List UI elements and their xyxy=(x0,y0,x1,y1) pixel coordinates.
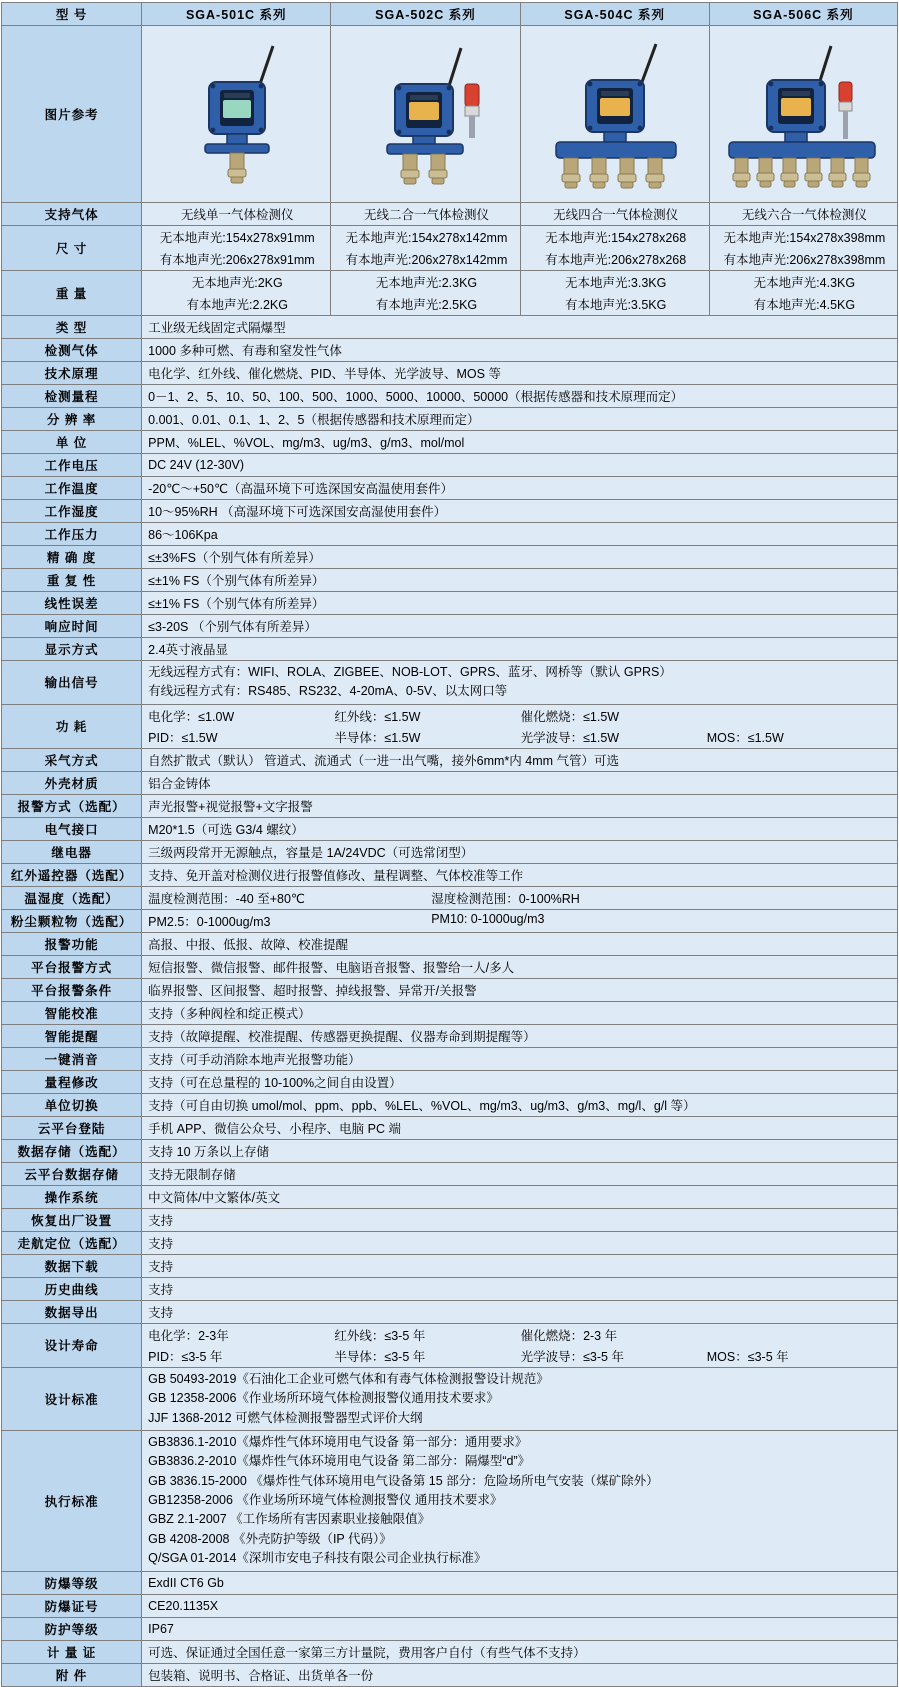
row-value-voltage: DC 24V (12-30V) xyxy=(142,454,898,477)
table-row-platform-alarm-mode xyxy=(2,955,898,978)
device-illustration-4 xyxy=(530,26,700,202)
table-row-metrology-cert xyxy=(2,1640,898,1663)
temp-range: 温度检测范围：-40 至+80℃ xyxy=(148,891,305,906)
size-502c-line1: 无本地声光:154x278x142mm xyxy=(345,231,508,245)
row-value-work-pressure: 86～106Kpa xyxy=(142,523,898,546)
table-row-display xyxy=(2,638,898,661)
table-row-power xyxy=(2,704,898,748)
row-label-linearity: 线性误差 xyxy=(2,592,142,615)
power-electrochemical: 电化学：≤1.0W xyxy=(148,709,235,724)
row-value-repeatability: ≤±1% FS（个别气体有所差异） xyxy=(142,569,898,592)
row-label-resolution: 分 辨 率 xyxy=(2,408,142,431)
table-row-history-curve xyxy=(2,1277,898,1300)
power-semiconductor: 半导体：≤1.5W xyxy=(334,730,421,745)
weight-502c-line2: 有本地声光:2.5KG xyxy=(375,298,478,312)
weight-501c-line1: 无本地声光:2KG xyxy=(191,276,283,290)
row-label-model: 型 号 xyxy=(2,3,142,26)
life-semiconductor: 半导体：≤3-5 年 xyxy=(334,1349,426,1364)
row-value-housing: 铝合金铸体 xyxy=(142,771,898,794)
row-label-display: 显示方式 xyxy=(2,638,142,661)
row-value-unit-switch: 支持（可自由切换 umol/mol、ppm、ppb、%LEL、%VOL、mg/m3、ug/m3、g/m3、mg/l、g/l 等） xyxy=(142,1093,898,1116)
table-row-design-life xyxy=(2,1323,898,1367)
table-row-ex-cert xyxy=(2,1594,898,1617)
power-row-2 xyxy=(148,728,893,746)
row-label-design-standard: 设计标准 xyxy=(2,1367,142,1430)
row-label-ex-cert: 防爆证号 xyxy=(2,1594,142,1617)
table-row-linearity xyxy=(2,592,898,615)
table-row-cloud-storage xyxy=(2,1162,898,1185)
row-value-sampling: 自然扩散式（默认） 管道式、流通式（一进一出气嘴，接外6mm*内 4mm 气管）可选 xyxy=(142,748,898,771)
table-row-temp-humidity-option xyxy=(2,886,898,909)
weight-506c-line1: 无本地声光:4.3KG xyxy=(753,276,856,290)
row-label-alarm-mode: 报警方式（选配） xyxy=(2,794,142,817)
row-label-work-temp: 工作温度 xyxy=(2,477,142,500)
row-value-cloud-login: 手机 APP、微信公众号、小程序、电脑 PC 端 xyxy=(142,1116,898,1139)
table-row-ir-remote xyxy=(2,863,898,886)
row-label-gas-support: 支持气体 xyxy=(2,203,142,226)
row-value-cloud-storage: 支持无限制存储 xyxy=(142,1162,898,1185)
row-value-output-signal xyxy=(142,661,898,705)
sga-501c-device xyxy=(142,26,330,202)
row-value-electrical-interface: M20*1.5（可选 G3/4 螺纹） xyxy=(142,817,898,840)
row-value-mobile-positioning: 支持 xyxy=(142,1231,898,1254)
row-label-platform-alarm-mode: 平台报警方式 xyxy=(2,955,142,978)
row-label-history-curve: 历史曲线 xyxy=(2,1277,142,1300)
output-line-2: 有线远程方式有：RS485、RS232、4-20mA、0-5V、以太网口等 xyxy=(148,684,508,699)
row-label-accessories: 附 件 xyxy=(2,1663,142,1686)
row-label-detect-gas: 检测气体 xyxy=(2,339,142,362)
row-label-repeatability: 重 复 性 xyxy=(2,569,142,592)
table-row-range xyxy=(2,385,898,408)
table-row-data-download xyxy=(2,1254,898,1277)
row-label-type: 类 型 xyxy=(2,316,142,339)
row-label-ex-grade: 防爆等级 xyxy=(2,1571,142,1594)
table-row-range-modify xyxy=(2,1070,898,1093)
size-502c xyxy=(331,226,520,271)
life-row-2 xyxy=(148,1347,893,1365)
life-electrochemical: 电化学：2-3年 xyxy=(148,1328,229,1343)
row-value-resolution: 0.001、0.01、0.1、1、2、5（根据传感器和技术原理而定） xyxy=(142,408,898,431)
life-pid: PID：≤3-5 年 xyxy=(148,1349,223,1364)
row-value-work-humidity: 10～95%RH （高湿环境下可选深国安高湿使用套件） xyxy=(142,500,898,523)
table-row-unit xyxy=(2,431,898,454)
table-row-detect-gas xyxy=(2,339,898,362)
row-value-response-time: ≤3-20S （个别气体有所差异） xyxy=(142,615,898,638)
table-row-alarm-function xyxy=(2,932,898,955)
row-label-work-pressure: 工作压力 xyxy=(2,523,142,546)
row-label-unit-switch: 单位切换 xyxy=(2,1093,142,1116)
table-row-repeatability xyxy=(2,569,898,592)
row-label-one-key-mute: 一键消音 xyxy=(2,1047,142,1070)
row-label-data-export: 数据导出 xyxy=(2,1300,142,1323)
row-value-design-life xyxy=(142,1323,898,1367)
table-row-dust-option xyxy=(2,909,898,932)
table-row-work-humidity xyxy=(2,500,898,523)
row-value-data-storage: 支持 10 万条以上存储 xyxy=(142,1139,898,1162)
row-label-os: 操作系统 xyxy=(2,1185,142,1208)
row-label-principle: 技术原理 xyxy=(2,362,142,385)
exec-standard-line-7: Q/SGA 01-2014《深圳市安电子科技有限公司企业执行标准》 xyxy=(148,1551,487,1566)
row-value-relay: 三级两段常开无源触点，容量是 1A/24VDC（可选常闭型） xyxy=(142,840,898,863)
size-501c xyxy=(142,226,331,271)
design-standard-line-1: GB 50493-2019《石油化工企业可燃气体和有毒气体检测报警设计规范》 xyxy=(148,1371,549,1386)
row-label-accuracy: 精 确 度 xyxy=(2,546,142,569)
row-value-ex-cert: CE20.1135X xyxy=(142,1594,898,1617)
row-value-os: 中文简体/中文繁体/英文 xyxy=(142,1185,898,1208)
model-header-502c: SGA-502C 系列 xyxy=(331,3,520,26)
pm25-range: PM2.5：0-1000ug/m3 xyxy=(148,914,271,929)
device-image-502c xyxy=(331,26,520,203)
row-value-ir-remote: 支持、免开盖对检测仪进行报警值修改、量程调整、气体校准等工作 xyxy=(142,863,898,886)
device-illustration-1 xyxy=(161,26,311,202)
power-row-1 xyxy=(148,707,893,725)
row-label-factory-reset: 恢复出厂设置 xyxy=(2,1208,142,1231)
row-label-data-storage: 数据存储（选配） xyxy=(2,1139,142,1162)
design-standard-line-3: JJF 1368-2012 可燃气体检测报警器型式评价大纲 xyxy=(148,1410,423,1425)
row-label-size: 尺 寸 xyxy=(2,226,142,271)
row-value-ip-grade: IP67 xyxy=(142,1617,898,1640)
row-label-image: 图片参考 xyxy=(2,26,142,203)
row-label-output-signal: 输出信号 xyxy=(2,661,142,705)
model-header-504c: SGA-504C 系列 xyxy=(520,3,709,26)
design-standard-line-2: GB 12358-2006《作业场所环境气体检测报警仪通用技术要求》 xyxy=(148,1391,499,1406)
power-optical: 光学波导：≤1.5W xyxy=(520,730,620,745)
row-value-principle: 电化学、红外线、催化燃烧、PID、半导体、光学波导、MOS 等 xyxy=(142,362,898,385)
size-506c-line1: 无本地声光:154x278x398mm xyxy=(723,231,886,245)
beacon-lamp xyxy=(465,84,479,138)
row-value-dust-option xyxy=(142,909,898,932)
row-label-relay: 继电器 xyxy=(2,840,142,863)
device-illustration-6 xyxy=(713,26,893,202)
row-label-design-life: 设计寿命 xyxy=(2,1323,142,1367)
gas-support-506c: 无线六合一气体检测仪 xyxy=(709,203,897,226)
size-504c-line1: 无本地声光:154x278x268 xyxy=(545,231,687,245)
spec-sheet xyxy=(0,2,899,1687)
row-value-temp-humidity-option xyxy=(142,886,898,909)
table-row-weight xyxy=(2,271,898,316)
size-506c-line2: 有本地声光:206x278x398mm xyxy=(723,253,886,267)
sga-506c-device xyxy=(710,26,897,202)
row-value-alarm-mode: 声光报警+视觉报警+文字报警 xyxy=(142,794,898,817)
row-label-sampling: 采气方式 xyxy=(2,748,142,771)
row-label-data-download: 数据下载 xyxy=(2,1254,142,1277)
table-row-factory-reset xyxy=(2,1208,898,1231)
row-value-factory-reset: 支持 xyxy=(142,1208,898,1231)
table-row-accuracy xyxy=(2,546,898,569)
table-row-one-key-mute xyxy=(2,1047,898,1070)
row-label-response-time: 响应时间 xyxy=(2,615,142,638)
row-value-detect-gas: 1000 多种可燃、有毒和窒发性气体 xyxy=(142,339,898,362)
row-label-dust-option: 粉尘颗粒物（选配） xyxy=(2,909,142,932)
table-row-platform-alarm-condition xyxy=(2,978,898,1001)
sga-504c-device xyxy=(521,26,709,202)
row-label-platform-alarm-condition: 平台报警条件 xyxy=(2,978,142,1001)
row-label-weight: 重 量 xyxy=(2,271,142,316)
life-infrared: 红外线：≤3-5 年 xyxy=(334,1328,426,1343)
table-row-ip-grade xyxy=(2,1617,898,1640)
row-label-smart-reminder: 智能提醒 xyxy=(2,1024,142,1047)
life-mos: MOS：≤3-5 年 xyxy=(706,1349,789,1364)
row-value-smart-calibration: 支持（多种阀栓和绽正模式） xyxy=(142,1001,898,1024)
device-image-504c xyxy=(520,26,709,203)
row-label-ir-remote: 红外遥控器（选配） xyxy=(2,863,142,886)
row-label-unit: 单 位 xyxy=(2,431,142,454)
row-value-data-export: 支持 xyxy=(142,1300,898,1323)
table-row-gas-support xyxy=(2,203,898,226)
row-label-voltage: 工作电压 xyxy=(2,454,142,477)
gas-support-502c: 无线二合一气体检测仪 xyxy=(331,203,520,226)
table-row-unit-switch xyxy=(2,1093,898,1116)
model-header-506c: SGA-506C 系列 xyxy=(709,3,897,26)
row-value-alarm-function: 高报、中报、低报、故障、校准提醒 xyxy=(142,932,898,955)
row-label-housing: 外壳材质 xyxy=(2,771,142,794)
weight-502c-line1: 无本地声光:2.3KG xyxy=(375,276,478,290)
table-row-exec-standard xyxy=(2,1430,898,1571)
row-value-data-download: 支持 xyxy=(142,1254,898,1277)
exec-standard-line-6: GB 4208-2008 《外壳防护等级（IP 代码）》 xyxy=(148,1531,392,1546)
table-row-design-standard xyxy=(2,1367,898,1430)
power-mos: MOS：≤1.5W xyxy=(706,730,784,745)
row-label-cloud-login: 云平台登陆 xyxy=(2,1116,142,1139)
table-row-images xyxy=(2,26,898,203)
row-value-range: 0－1、2、5、10、50、100、500、1000、5000、10000、50000（根据传感器和技术原理而定） xyxy=(142,385,898,408)
row-label-electrical-interface: 电气接口 xyxy=(2,817,142,840)
row-value-range-modify: 支持（可在总量程的 10-100%之间自由设置） xyxy=(142,1070,898,1093)
weight-501c xyxy=(142,271,331,316)
life-catalytic: 催化燃烧：2-3 年 xyxy=(520,1328,618,1343)
weight-506c-line2: 有本地声光:4.5KG xyxy=(753,298,856,312)
weight-506c xyxy=(709,271,897,316)
size-501c-line2: 有本地声光:206x278x91mm xyxy=(159,253,315,267)
table-row-model xyxy=(2,3,898,26)
row-label-power: 功 耗 xyxy=(2,704,142,748)
row-value-type: 工业级无线固定式隔爆型 xyxy=(142,316,898,339)
size-502c-line2: 有本地声光:206x278x142mm xyxy=(345,253,508,267)
device-image-501c xyxy=(142,26,331,203)
row-value-work-temp: -20℃～+50℃（高温环境下可选深国安高温使用套件） xyxy=(142,477,898,500)
table-row-data-export xyxy=(2,1300,898,1323)
weight-504c xyxy=(520,271,709,316)
beacon-lamp xyxy=(839,82,852,139)
row-label-metrology-cert: 计 量 证 xyxy=(2,1640,142,1663)
row-value-linearity: ≤±1% FS（个别气体有所差异） xyxy=(142,592,898,615)
size-504c-line2: 有本地声光:206x278x268 xyxy=(545,253,687,267)
exec-standard-line-3: GB 3836.15-2000 《爆炸性气体环境用电气设备第 15 部分：危险场所电气安装（煤矿除外） xyxy=(148,1473,659,1488)
life-optical: 光学波导：≤3-5 年 xyxy=(520,1349,624,1364)
row-label-smart-calibration: 智能校准 xyxy=(2,1001,142,1024)
table-row-os xyxy=(2,1185,898,1208)
row-value-design-standard xyxy=(142,1367,898,1430)
row-label-mobile-positioning: 走航定位（选配） xyxy=(2,1231,142,1254)
life-row-1 xyxy=(148,1326,893,1344)
row-value-accessories: 包装箱、说明书、合格证、出货单各一份 xyxy=(142,1663,898,1686)
table-row-smart-calibration xyxy=(2,1001,898,1024)
row-value-accuracy: ≤±3%FS（个别气体有所差异） xyxy=(142,546,898,569)
table-row-voltage xyxy=(2,454,898,477)
row-label-cloud-storage: 云平台数据存储 xyxy=(2,1162,142,1185)
table-row-type xyxy=(2,316,898,339)
table-row-work-pressure xyxy=(2,523,898,546)
table-row-response-time xyxy=(2,615,898,638)
power-blank xyxy=(707,707,893,725)
output-line-1: 无线远程方式有：WIFI、ROLA、ZIGBEE、NOB-LOT、GPRS、蓝牙、网桥等（默认 GPRS） xyxy=(148,665,672,679)
life-blank xyxy=(707,1326,893,1344)
table-row-cloud-login xyxy=(2,1116,898,1139)
table-row-alarm-mode xyxy=(2,794,898,817)
table-row-accessories xyxy=(2,1663,898,1686)
weight-501c-line2: 有本地声光:2.2KG xyxy=(186,298,288,312)
device-image-506c xyxy=(709,26,897,203)
table-row-sampling xyxy=(2,748,898,771)
row-value-unit: PPM、%LEL、%VOL、mg/m3、ug/m3、g/m3、mol/mol xyxy=(142,431,898,454)
row-label-range: 检测量程 xyxy=(2,385,142,408)
row-value-power xyxy=(142,704,898,748)
table-row-output-signal xyxy=(2,661,898,705)
spec-table xyxy=(1,2,898,1687)
table-row-mobile-positioning xyxy=(2,1231,898,1254)
exec-standard-line-5: GBZ 2.1-2007 《工作场所有害因素职业接触限值》 xyxy=(148,1512,431,1527)
row-value-history-curve: 支持 xyxy=(142,1277,898,1300)
exec-standard-line-4: GB12358-2006 《作业场所环境气体检测报警仪 通用技术要求》 xyxy=(148,1493,503,1507)
exec-standard-line-1: GB3836.1-2010《爆炸性气体环境用电气设备 第一部分：通用要求》 xyxy=(148,1434,528,1449)
power-infrared: 红外线：≤1.5W xyxy=(334,709,421,724)
row-label-range-modify: 量程修改 xyxy=(2,1070,142,1093)
power-catalytic: 催化燃烧：≤1.5W xyxy=(520,709,620,724)
row-label-alarm-function: 报警功能 xyxy=(2,932,142,955)
row-label-work-humidity: 工作湿度 xyxy=(2,500,142,523)
table-row-principle xyxy=(2,362,898,385)
table-row-smart-reminder xyxy=(2,1024,898,1047)
table-row-size xyxy=(2,226,898,271)
gas-support-504c: 无线四合一气体检测仪 xyxy=(520,203,709,226)
table-row-work-temp xyxy=(2,477,898,500)
row-label-ip-grade: 防护等级 xyxy=(2,1617,142,1640)
humidity-range: 湿度检测范围：0-100%RH xyxy=(431,891,580,906)
gas-support-501c: 无线单一气体检测仪 xyxy=(142,203,331,226)
table-row-ex-grade xyxy=(2,1571,898,1594)
row-value-ex-grade: ExdII CT6 Gb xyxy=(142,1571,898,1594)
row-label-temp-humidity-option: 温湿度（选配） xyxy=(2,886,142,909)
power-pid: PID：≤1.5W xyxy=(148,730,218,745)
row-value-platform-alarm-mode: 短信报警、微信报警、邮件报警、电脑语音报警、报警给一人/多人 xyxy=(142,955,898,978)
pm10-range: PM10: 0-1000ug/m3 xyxy=(431,911,545,926)
row-value-exec-standard xyxy=(142,1430,898,1571)
row-value-one-key-mute: 支持（可手动消除本地声光报警功能） xyxy=(142,1047,898,1070)
exec-standard-line-2: GB3836.2-2010《爆炸性气体环境用电气设备 第二部分：隔爆型“d”》 xyxy=(148,1454,531,1469)
size-506c xyxy=(709,226,897,271)
device-illustration-2 xyxy=(345,26,505,202)
table-row-housing xyxy=(2,771,898,794)
size-504c xyxy=(520,226,709,271)
model-header-501c: SGA-501C 系列 xyxy=(142,3,331,26)
size-501c-line1: 无本地声光:154x278x91mm xyxy=(159,231,315,245)
row-value-metrology-cert: 可选、保证通过全国任意一家第三方计量院，费用客户自付（有些气体不支持） xyxy=(142,1640,898,1663)
sga-502c-device xyxy=(331,26,519,202)
weight-504c-line1: 无本地声光:3.3KG xyxy=(564,276,667,290)
table-row-data-storage xyxy=(2,1139,898,1162)
row-label-exec-standard: 执行标准 xyxy=(2,1430,142,1571)
table-row-relay xyxy=(2,840,898,863)
table-row-electrical-interface xyxy=(2,817,898,840)
row-value-display: 2.4英寸液晶显 xyxy=(142,638,898,661)
row-value-smart-reminder: 支持（故障提醒、校准提醒、传感器更换提醒、仪器寿命到期提醒等） xyxy=(142,1024,898,1047)
weight-502c xyxy=(331,271,520,316)
table-row-resolution xyxy=(2,408,898,431)
row-value-platform-alarm-condition: 临界报警、区间报警、超时报警、掉线报警、异常开/关报警 xyxy=(142,978,898,1001)
weight-504c-line2: 有本地声光:3.5KG xyxy=(564,298,667,312)
